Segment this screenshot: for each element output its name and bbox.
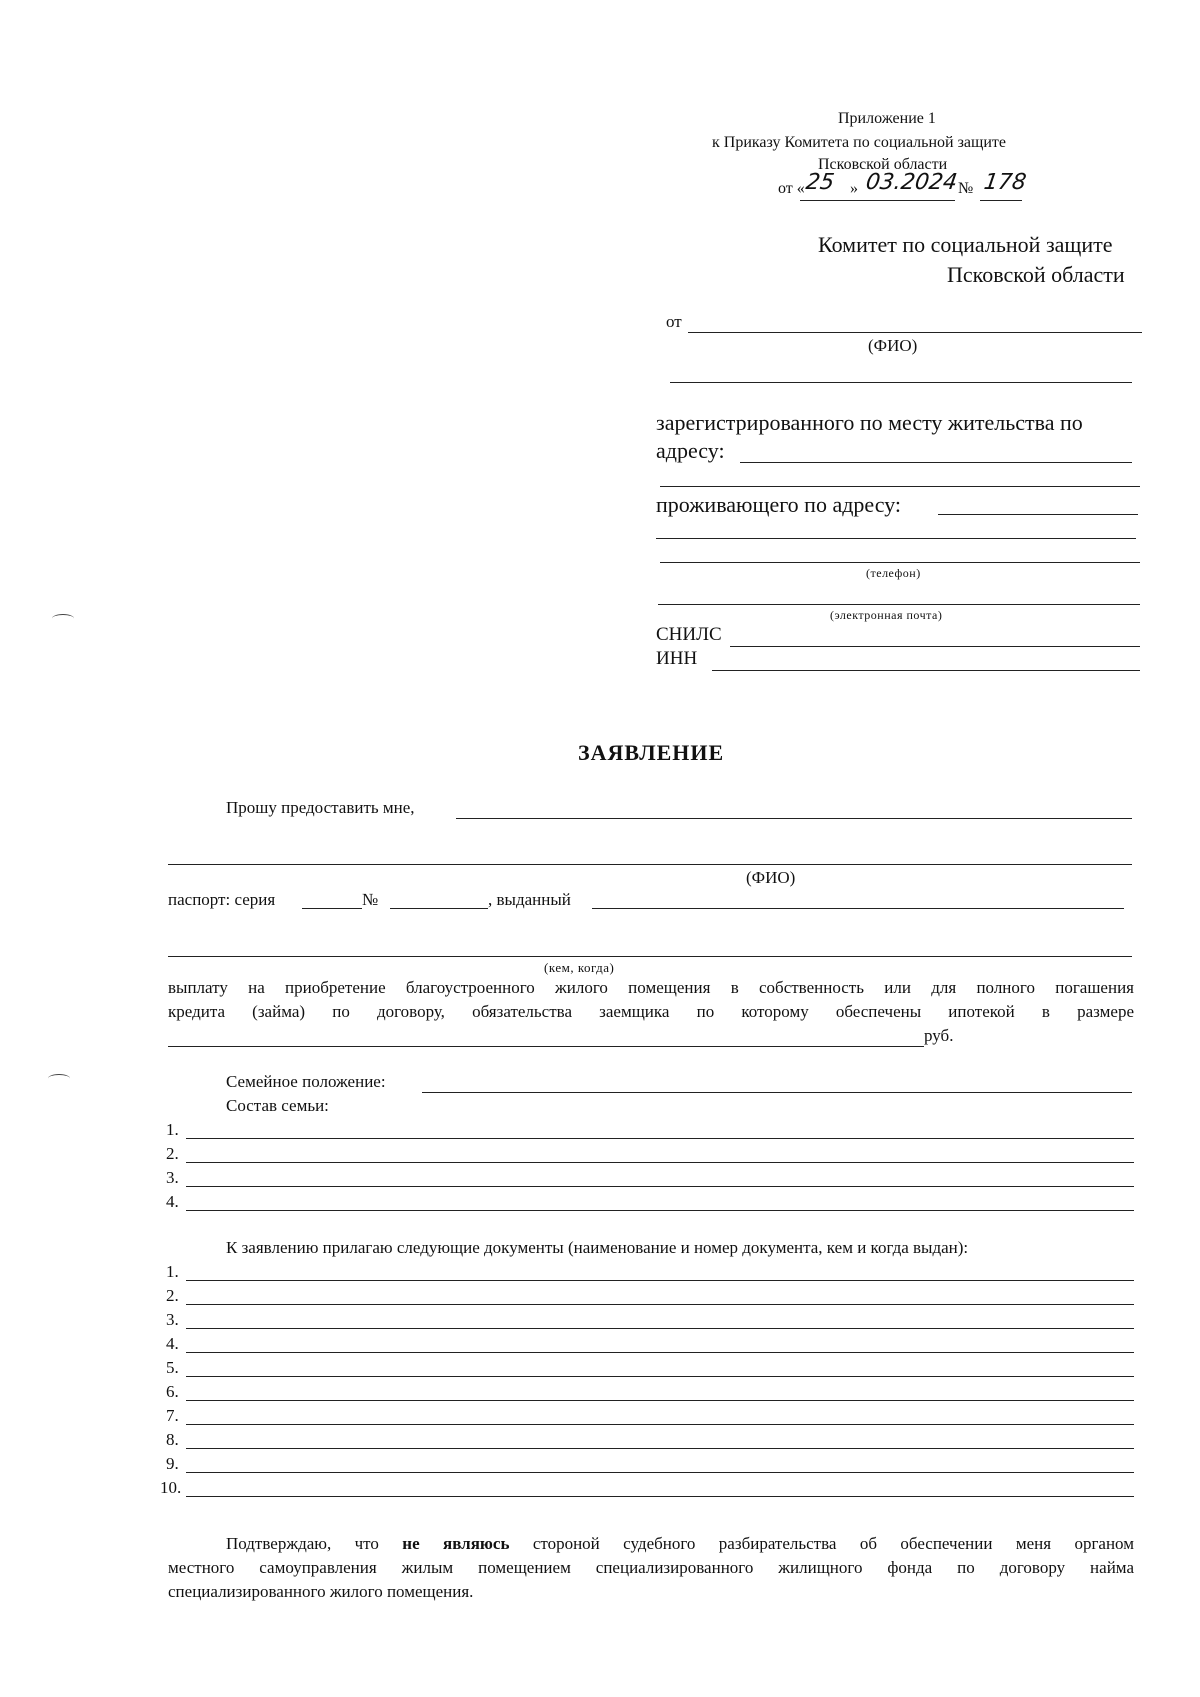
passport-issued-caption: (кем, когда) bbox=[544, 960, 615, 975]
passport-number-field[interactable] bbox=[390, 908, 488, 909]
confirmation-part-2: стороной судебного разбирательства об обеспечении меня органом bbox=[509, 1534, 1134, 1553]
document-number: 5. bbox=[166, 1358, 179, 1377]
passport-series-field[interactable] bbox=[302, 908, 362, 909]
living-address-field[interactable] bbox=[938, 514, 1138, 515]
confirmation-line-1 bbox=[168, 1534, 1134, 1554]
document-field[interactable] bbox=[186, 1424, 1134, 1425]
fio-field[interactable] bbox=[688, 332, 1142, 333]
scan-margin-mark bbox=[52, 614, 74, 623]
document-number: 6. bbox=[166, 1382, 179, 1401]
recipient-fio-caption: (ФИО) bbox=[746, 868, 796, 887]
appendix-label: Приложение 1 bbox=[838, 110, 936, 127]
document-field[interactable] bbox=[186, 1376, 1134, 1377]
family-member-field[interactable] bbox=[186, 1210, 1134, 1211]
fio-field-continued[interactable] bbox=[670, 382, 1132, 383]
request-intro: Прошу предоставить мне, bbox=[226, 798, 415, 817]
order-reference: к Приказу Комитета по социальной защите bbox=[712, 134, 1006, 151]
passport-issued-field[interactable] bbox=[592, 908, 1124, 909]
document-field[interactable] bbox=[186, 1448, 1134, 1449]
family-member-field[interactable] bbox=[186, 1138, 1134, 1139]
family-member-number: 4. bbox=[166, 1192, 179, 1211]
recipient-fio-field[interactable] bbox=[456, 818, 1132, 819]
email-caption: (электронная почта) bbox=[830, 608, 943, 622]
family-member-field[interactable] bbox=[186, 1162, 1134, 1163]
living-address-label: проживающего по адресу: bbox=[656, 492, 902, 517]
registered-label-line-1: зарегистрированного по месту жительства по bbox=[656, 410, 1083, 435]
document-number: 10. bbox=[160, 1478, 182, 1497]
registered-address-field-continued[interactable] bbox=[660, 486, 1140, 487]
order-number-underline bbox=[980, 200, 1022, 201]
email-field[interactable] bbox=[658, 604, 1140, 605]
passport-number-label: № bbox=[362, 890, 379, 909]
phone-caption: (телефон) bbox=[866, 566, 921, 580]
payment-text-line-2: кредита (займа) по договору, обязательства заемщика по которому обеспечены ипотекой в размере bbox=[168, 1002, 1134, 1021]
family-status-label: Семейное положение: bbox=[226, 1072, 386, 1091]
order-date-day: 25 bbox=[804, 170, 836, 195]
payment-text-line-1: выплату на приобретение благоустроенного жилого помещения в собственность или для полного погашения bbox=[168, 978, 1134, 997]
document-field[interactable] bbox=[186, 1472, 1134, 1473]
document-number: 9. bbox=[166, 1454, 179, 1473]
confirmation-emphasis: не являюсь bbox=[402, 1534, 510, 1553]
snils-field[interactable] bbox=[730, 646, 1140, 647]
registered-label-line-2: адресу: bbox=[656, 438, 725, 463]
phone-field[interactable] bbox=[660, 562, 1140, 563]
addressee-line-2: Псковской области bbox=[947, 262, 1125, 287]
document-field[interactable] bbox=[186, 1304, 1134, 1305]
family-status-field[interactable] bbox=[422, 1092, 1132, 1093]
passport-issued-field-continued[interactable] bbox=[168, 956, 1132, 957]
document-field[interactable] bbox=[186, 1400, 1134, 1401]
document-number: 7. bbox=[166, 1406, 179, 1425]
rub-label: руб. bbox=[924, 1026, 954, 1045]
recipient-fio-field-continued[interactable] bbox=[168, 864, 1132, 865]
document-field[interactable] bbox=[186, 1328, 1134, 1329]
order-number-label: № bbox=[958, 180, 974, 197]
document-field[interactable] bbox=[186, 1496, 1134, 1497]
confirmation-line-3: специализированного жилого помещения. bbox=[168, 1582, 474, 1601]
document-number: 3. bbox=[166, 1310, 179, 1329]
registered-address-field[interactable] bbox=[740, 462, 1132, 463]
order-number: 178 bbox=[982, 170, 1028, 195]
inn-label: ИНН bbox=[656, 648, 698, 669]
addressee-line-1: Комитет по социальной защите bbox=[818, 232, 1113, 257]
payment-amount-field[interactable] bbox=[168, 1046, 924, 1047]
family-member-number: 2. bbox=[166, 1144, 179, 1163]
documents-intro: К заявлению прилагаю следующие документы (наименование и номер документа, кем и когда выдан): bbox=[226, 1238, 969, 1257]
confirmation-part-1: Подтверждаю, что bbox=[226, 1534, 403, 1553]
family-member-field[interactable] bbox=[186, 1186, 1134, 1187]
fio-caption: (ФИО) bbox=[868, 336, 918, 355]
living-address-field-continued[interactable] bbox=[656, 538, 1136, 539]
document-title: ЗАЯВЛЕНИЕ bbox=[578, 740, 725, 765]
passport-series-label: паспорт: серия bbox=[168, 890, 276, 909]
family-member-number: 3. bbox=[166, 1168, 179, 1187]
order-date-prefix: от « bbox=[778, 180, 805, 197]
document-number: 4. bbox=[166, 1334, 179, 1353]
order-date-separator: » bbox=[850, 180, 858, 197]
document-number: 8. bbox=[166, 1430, 179, 1449]
document-field[interactable] bbox=[186, 1352, 1134, 1353]
family-composition-label: Состав семьи: bbox=[226, 1096, 329, 1115]
document-number: 2. bbox=[166, 1286, 179, 1305]
confirmation-line-2: местного самоуправления жилым помещением специализированного жилищного фонда по договору найма bbox=[168, 1558, 1134, 1577]
document-number: 1. bbox=[166, 1262, 179, 1281]
snils-label: СНИЛС bbox=[656, 624, 722, 645]
order-date-rest: 03.2024 bbox=[864, 170, 959, 195]
family-member-number: 1. bbox=[166, 1120, 179, 1139]
passport-issued-label: , выданный bbox=[488, 890, 571, 909]
order-date-underline bbox=[800, 200, 955, 201]
inn-field[interactable] bbox=[712, 670, 1140, 671]
from-label: от bbox=[666, 312, 682, 331]
document-field[interactable] bbox=[186, 1280, 1134, 1281]
scan-margin-mark bbox=[48, 1074, 70, 1083]
order-region: Псковской области bbox=[818, 156, 948, 173]
